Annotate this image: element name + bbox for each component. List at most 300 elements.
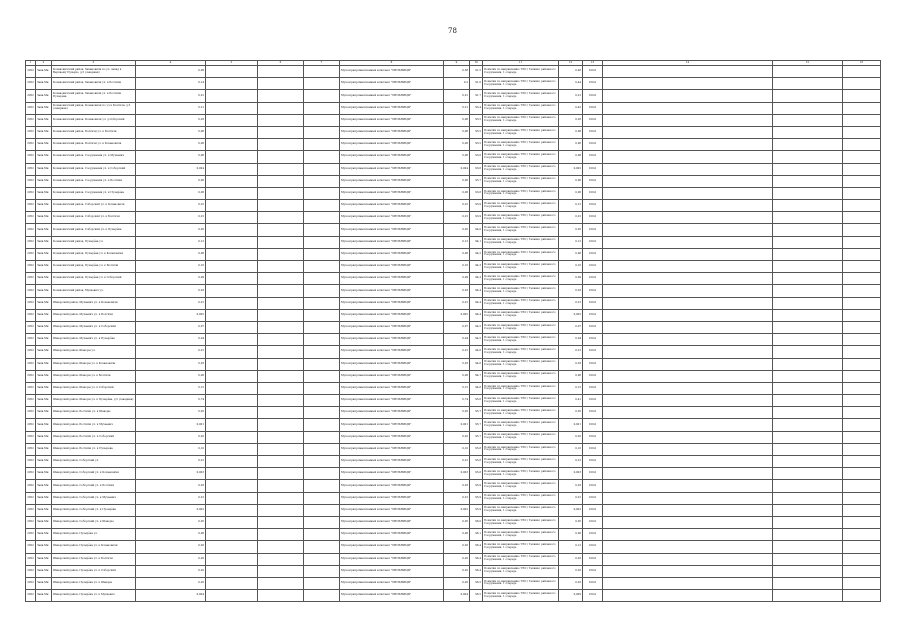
percent-cell: 100,0 xyxy=(583,236,603,248)
value-cell: 0,01 xyxy=(559,492,583,504)
empty-cell xyxy=(258,163,304,175)
type-cell: Заяв.Мн xyxy=(36,529,52,541)
empty-cell xyxy=(603,126,773,138)
empty-cell xyxy=(843,492,881,504)
value-cell: 96,0 xyxy=(470,516,483,528)
empty-cell xyxy=(304,346,340,358)
percent-cell: 100,0 xyxy=(583,285,603,297)
empty-cell xyxy=(773,273,843,285)
value-cell: 95,7 xyxy=(470,431,483,443)
type-cell: Заяв.Мн xyxy=(36,407,52,419)
year-cell: 2052 xyxy=(26,78,36,90)
empty-cell xyxy=(304,309,340,321)
value-cell: 0,03 xyxy=(559,358,583,370)
empty-cell xyxy=(304,395,340,407)
address-cell: Кохановичский район, Хахановичи по ул. запад к Верхнему Пузырю, д.5 (северная) xyxy=(52,66,136,78)
empty-cell xyxy=(258,443,304,455)
value-cell: 0,74 xyxy=(444,395,470,407)
empty-cell xyxy=(843,114,881,126)
address-cell: Кохановичский район, Болтичи ул. к Кохановичи xyxy=(52,139,136,151)
value-cell: 0,03 xyxy=(136,285,206,297)
type-cell: Заяв.Мн xyxy=(36,261,52,273)
value-cell: 93,5 xyxy=(470,114,483,126)
value-cell: 93,8 xyxy=(470,187,483,199)
empty-cell xyxy=(206,261,258,273)
empty-cell xyxy=(304,529,340,541)
value-cell: 93,6 xyxy=(470,163,483,175)
empty-cell xyxy=(206,419,258,431)
organization-cell: Мухоаграпромышленный комплекс "МЕЛЬНИЦЫ" xyxy=(340,541,444,553)
type-cell: Заяв.Мн xyxy=(36,395,52,407)
table-row xyxy=(26,541,881,553)
organization-cell: Мухоаграпромышленный комплекс "МЕЛЬНИЦЫ" xyxy=(340,273,444,285)
address-cell: Кохановичский район, Пузырёва ул. к Соборский xyxy=(52,273,136,285)
value-cell: 0,15 xyxy=(559,382,583,394)
empty-cell xyxy=(603,553,773,565)
value-cell: 0,001 xyxy=(136,419,206,431)
empty-cell xyxy=(773,224,843,236)
empty-cell xyxy=(258,224,304,236)
address-cell: Кохановичский район, Кохановичи ул. д.Соборский xyxy=(52,114,136,126)
percent-cell: 100,0 xyxy=(583,431,603,443)
empty-cell xyxy=(843,200,881,212)
column-number: 9 xyxy=(444,61,470,66)
empty-cell xyxy=(304,139,340,151)
value-cell: 95,8 xyxy=(470,468,483,480)
year-cell: 2052 xyxy=(26,102,36,114)
organization-cell: Мухоаграпромышленный комплекс "МЕЛЬНИЦЫ" xyxy=(340,224,444,236)
type-cell: Заяв.Мн xyxy=(36,565,52,577)
table-row xyxy=(26,395,881,407)
empty-cell xyxy=(258,273,304,285)
value-cell: 94,4 xyxy=(470,285,483,297)
empty-cell xyxy=(206,346,258,358)
address-cell: Шаворский район, Болтичи ул. к Шаворы xyxy=(52,407,136,419)
table-row xyxy=(26,529,881,541)
note-cell: Пометки по направлению ТЭО / Технико районного Сооружения, 1 очередь xyxy=(483,187,559,199)
empty-cell xyxy=(603,309,773,321)
organization-cell: Мухоаграпромышленный комплекс "МЕЛЬНИЦЫ" xyxy=(340,285,444,297)
organization-cell: Мухоаграпромышленный комплекс "МЕЛЬНИЦЫ" xyxy=(340,90,444,102)
value-cell: 0,02 xyxy=(444,553,470,565)
year-cell: 2052 xyxy=(26,187,36,199)
year-cell: 2052 xyxy=(26,334,36,346)
empty-cell xyxy=(603,224,773,236)
percent-cell: 100,0 xyxy=(583,553,603,565)
empty-cell xyxy=(843,163,881,175)
value-cell: 0,15 xyxy=(444,382,470,394)
value-cell: 91,7 xyxy=(470,90,483,102)
address-cell: Шаворский район, Соборский ул. к Болтичи xyxy=(52,480,136,492)
empty-cell xyxy=(304,492,340,504)
empty-cell xyxy=(258,395,304,407)
value-cell: 94,5 xyxy=(470,321,483,333)
type-cell: Заяв.Мн xyxy=(36,151,52,163)
empty-cell xyxy=(304,200,340,212)
value-cell: 0,01 xyxy=(559,456,583,468)
empty-cell xyxy=(206,285,258,297)
table-row xyxy=(26,248,881,260)
value-cell: 0,08 xyxy=(444,151,470,163)
value-cell: 0,06 xyxy=(136,529,206,541)
note-cell: Пометки по направлению ТЭО / Технико районного Сооружения, 1 очередь xyxy=(483,407,559,419)
value-cell: 0,01 xyxy=(136,212,206,224)
empty-cell xyxy=(773,407,843,419)
column-number: 15 xyxy=(773,61,843,66)
empty-cell xyxy=(603,261,773,273)
value-cell: 96,1 xyxy=(470,529,483,541)
table-row xyxy=(26,431,881,443)
empty-cell xyxy=(773,529,843,541)
address-cell: Кохановичский район, Сооружения ул. к Мухаевич xyxy=(52,151,136,163)
value-cell: 96,4 xyxy=(470,565,483,577)
table-row xyxy=(26,78,881,90)
empty-cell xyxy=(206,114,258,126)
value-cell: 0,03 xyxy=(136,358,206,370)
value-cell: 0,005 xyxy=(136,309,206,321)
organization-cell: Мухоаграпромышленный комплекс "МЕЛЬНИЦЫ" xyxy=(340,407,444,419)
value-cell: 0,06 xyxy=(444,370,470,382)
note-cell: Пометки по направлению ТЭО / Технико районного Сооружения, 1 очередь xyxy=(483,224,559,236)
empty-cell xyxy=(843,577,881,589)
type-cell: Заяв.Мн xyxy=(36,443,52,455)
value-cell: 0,002 xyxy=(559,163,583,175)
empty-cell xyxy=(206,66,258,78)
empty-cell xyxy=(603,541,773,553)
empty-cell xyxy=(843,224,881,236)
empty-cell xyxy=(206,212,258,224)
type-cell: Заяв.Мн xyxy=(36,370,52,382)
note-cell: Пометки по направлению ТЭО / Технико районного Сооружения, 1 очередь xyxy=(483,66,559,78)
empty-cell xyxy=(206,358,258,370)
empty-cell xyxy=(603,431,773,443)
column-number: 10 xyxy=(470,61,483,66)
address-cell: Шаворский район, Пузырёва ул. к Кохановичи xyxy=(52,541,136,553)
column-number: 2 xyxy=(36,61,52,66)
value-cell: 95,7 xyxy=(470,419,483,431)
empty-cell xyxy=(206,224,258,236)
value-cell: 95,9 xyxy=(470,504,483,516)
note-cell: Пометки по направлению ТЭО / Технико районного Сооружения, 1 очередь xyxy=(483,297,559,309)
table-row xyxy=(26,346,881,358)
empty-cell xyxy=(843,516,881,528)
value-cell: 94,3 xyxy=(470,273,483,285)
year-cell: 2052 xyxy=(26,541,36,553)
value-cell: 94,3 xyxy=(470,261,483,273)
empty-cell xyxy=(773,382,843,394)
value-cell: 0,003 xyxy=(559,468,583,480)
empty-cell xyxy=(206,504,258,516)
empty-cell xyxy=(773,370,843,382)
empty-cell xyxy=(843,151,881,163)
value-cell: 93,9 xyxy=(470,212,483,224)
column-number: 4 xyxy=(136,61,206,66)
value-cell: 0,01 xyxy=(444,346,470,358)
value-cell: 0,08 xyxy=(136,248,206,260)
address-cell: Шаворский район, Мухаевич ул. к Болтичи xyxy=(52,309,136,321)
empty-cell xyxy=(773,504,843,516)
value-cell: 0,02 xyxy=(136,553,206,565)
empty-cell xyxy=(304,334,340,346)
empty-cell xyxy=(603,334,773,346)
table-row xyxy=(26,577,881,589)
percent-cell: 100,0 xyxy=(583,541,603,553)
year-cell: 2052 xyxy=(26,419,36,431)
percent-cell: 100,0 xyxy=(583,102,603,114)
value-cell: 0,004 xyxy=(136,590,206,602)
empty-cell xyxy=(773,309,843,321)
organization-cell: Мухоаграпромышленный комплекс "МЕЛЬНИЦЫ" xyxy=(340,261,444,273)
table-row xyxy=(26,590,881,602)
table-row xyxy=(26,358,881,370)
empty-cell xyxy=(773,321,843,333)
value-cell: 95,7 xyxy=(470,407,483,419)
value-cell: 0,05 xyxy=(559,407,583,419)
empty-cell xyxy=(603,102,773,114)
address-cell: Шаворский район, Соборский ул. к Мухаевич xyxy=(52,492,136,504)
empty-cell xyxy=(258,151,304,163)
column-number: 12 xyxy=(559,61,583,66)
empty-cell xyxy=(603,468,773,480)
empty-cell xyxy=(773,151,843,163)
table-row xyxy=(26,163,881,175)
type-cell: Заяв.Мн xyxy=(36,78,52,90)
empty-cell xyxy=(773,297,843,309)
value-cell: 0,06 xyxy=(444,187,470,199)
type-cell: Заяв.Мн xyxy=(36,273,52,285)
value-cell: 0,05 xyxy=(444,407,470,419)
table-row xyxy=(26,516,881,528)
note-cell: Пометки по направлению ТЭО / Технико районного Сооружения, 1 очередь xyxy=(483,504,559,516)
empty-cell xyxy=(258,334,304,346)
note-cell: Пометки по направлению ТЭО / Технико районного Сооружения, 1 очередь xyxy=(483,541,559,553)
type-cell: Заяв.Мн xyxy=(36,200,52,212)
value-cell: 0,04 xyxy=(559,334,583,346)
value-cell: 0,16 xyxy=(136,261,206,273)
empty-cell xyxy=(843,358,881,370)
empty-cell xyxy=(773,102,843,114)
value-cell: 0,42 xyxy=(559,102,583,114)
value-cell: 0,005 xyxy=(444,309,470,321)
value-cell: 0,05 xyxy=(444,516,470,528)
value-cell: 95,6 xyxy=(470,395,483,407)
table-row xyxy=(26,285,881,297)
percent-cell: 100,0 xyxy=(583,90,603,102)
table-row xyxy=(26,212,881,224)
empty-cell xyxy=(258,236,304,248)
empty-cell xyxy=(843,370,881,382)
value-cell: 0,06 xyxy=(136,187,206,199)
value-cell: 94,2 xyxy=(470,248,483,260)
value-cell: 0,16 xyxy=(559,261,583,273)
empty-cell xyxy=(843,139,881,151)
empty-cell xyxy=(258,248,304,260)
note-cell: Пометки по направлению ТЭО / Технико районного Сооружения, 1 очередь xyxy=(483,212,559,224)
value-cell: 0,41 xyxy=(559,395,583,407)
note-cell: Пометки по направлению ТЭО / Технико районного Сооружения, 1 очередь xyxy=(483,273,559,285)
address-cell: Шаворский район, Пузырёва ул. к Мухаевич xyxy=(52,590,136,602)
empty-cell xyxy=(603,516,773,528)
empty-cell xyxy=(258,382,304,394)
note-cell: Пометки по направлению ТЭО / Технико районного Сооружения, 1 очередь xyxy=(483,90,559,102)
value-cell: 0,21 xyxy=(444,102,470,114)
empty-cell xyxy=(206,553,258,565)
value-cell: 0,01 xyxy=(136,346,206,358)
empty-cell xyxy=(258,309,304,321)
empty-cell xyxy=(603,187,773,199)
empty-cell xyxy=(304,504,340,516)
value-cell: 0,38 xyxy=(444,66,470,78)
empty-cell xyxy=(843,273,881,285)
empty-cell xyxy=(843,66,881,78)
value-cell: 0,08 xyxy=(136,126,206,138)
empty-cell xyxy=(603,358,773,370)
percent-cell: 100,0 xyxy=(583,334,603,346)
value-cell: 94,7 xyxy=(470,370,483,382)
empty-cell xyxy=(603,297,773,309)
empty-cell xyxy=(773,468,843,480)
empty-cell xyxy=(773,358,843,370)
empty-cell xyxy=(304,516,340,528)
empty-cell xyxy=(206,431,258,443)
value-cell: 0,02 xyxy=(559,577,583,589)
empty-cell xyxy=(206,248,258,260)
value-cell: 0,01 xyxy=(136,492,206,504)
organization-cell: Мухоаграпромышленный комплекс "МЕЛЬНИЦЫ" xyxy=(340,175,444,187)
note-cell: Пометки по направлению ТЭО / Технико районного Сооружения, 1 очередь xyxy=(483,456,559,468)
value-cell: 0,002 xyxy=(444,504,470,516)
year-cell: 2052 xyxy=(26,175,36,187)
value-cell: 0,05 xyxy=(559,224,583,236)
value-cell: 0,12 xyxy=(136,236,206,248)
empty-cell xyxy=(206,590,258,602)
column-number: 16 xyxy=(843,61,881,66)
empty-cell xyxy=(843,285,881,297)
value-cell: 0,08 xyxy=(444,248,470,260)
value-cell: 0,003 xyxy=(444,468,470,480)
value-cell: 93,7 xyxy=(470,175,483,187)
table-row xyxy=(26,370,881,382)
empty-cell xyxy=(603,212,773,224)
empty-cell xyxy=(206,468,258,480)
empty-cell xyxy=(258,114,304,126)
empty-cell xyxy=(603,321,773,333)
note-cell: Пометки по направлению ТЭО / Технико районного Сооружения, 1 очередь xyxy=(483,248,559,260)
value-cell: 96,4 xyxy=(470,541,483,553)
address-cell: Кохановичский район, Соборский ул. к Кохановичи xyxy=(52,200,136,212)
empty-cell xyxy=(603,577,773,589)
note-cell: Пометки по направлению ТЭО / Технико районного Сооружения, 1 очередь xyxy=(483,529,559,541)
organization-cell: Мухоаграпромышленный комплекс "МЕЛЬНИЦЫ" xyxy=(340,102,444,114)
value-cell: 0,01 xyxy=(444,456,470,468)
value-cell: 0,44 xyxy=(559,78,583,90)
empty-cell xyxy=(206,407,258,419)
type-cell: Заяв.Мн xyxy=(36,553,52,565)
type-cell: Заяв.Мн xyxy=(36,90,52,102)
organization-cell: Мухоаграпромышленный комплекс "МЕЛЬНИЦЫ" xyxy=(340,78,444,90)
organization-cell: Мухоаграпромышленный комплекс "МЕЛЬНИЦЫ" xyxy=(340,139,444,151)
value-cell: 0,02 xyxy=(559,431,583,443)
note-cell: Пометки по направлению ТЭО / Технико районного Сооружения, 1 очередь xyxy=(483,102,559,114)
table-row xyxy=(26,114,881,126)
type-cell: Заяв.Мн xyxy=(36,504,52,516)
empty-cell xyxy=(258,553,304,565)
percent-cell: 100,0 xyxy=(583,590,603,602)
type-cell: Заяв.Мн xyxy=(36,212,52,224)
empty-cell xyxy=(304,358,340,370)
percent-cell: 100,0 xyxy=(583,175,603,187)
percent-cell: 100,0 xyxy=(583,565,603,577)
page-number: 78 xyxy=(448,27,457,35)
note-cell: Пометки по направлению ТЭО / Технико районного Сооружения, 1 очередь xyxy=(483,358,559,370)
empty-cell xyxy=(258,102,304,114)
empty-cell xyxy=(258,321,304,333)
value-cell: 0,21 xyxy=(136,102,206,114)
organization-cell: Мухоаграпромышленный комплекс "МЕЛЬНИЦЫ" xyxy=(340,492,444,504)
empty-cell xyxy=(843,456,881,468)
year-cell: 2052 xyxy=(26,504,36,516)
empty-cell xyxy=(304,175,340,187)
value-cell: 0,06 xyxy=(559,529,583,541)
percent-cell: 100,0 xyxy=(583,395,603,407)
note-cell: Пометки по направлению ТЭО / Технико районного Сооружения, 1 очередь xyxy=(483,431,559,443)
year-cell: 2052 xyxy=(26,66,36,78)
value-cell: 0,01 xyxy=(444,212,470,224)
value-cell: 0,01 xyxy=(559,90,583,102)
year-cell: 2052 xyxy=(26,224,36,236)
value-cell: 0,03 xyxy=(559,480,583,492)
organization-cell: Мухоаграпромышленный комплекс "МЕЛЬНИЦЫ" xyxy=(340,590,444,602)
year-cell: 2052 xyxy=(26,297,36,309)
empty-cell xyxy=(773,90,843,102)
note-cell: Пометки по направлению ТЭО / Технико районного Сооружения, 1 очередь xyxy=(483,175,559,187)
value-cell: 0,01 xyxy=(444,492,470,504)
empty-cell xyxy=(258,407,304,419)
empty-cell xyxy=(304,212,340,224)
empty-cell xyxy=(773,285,843,297)
empty-cell xyxy=(843,395,881,407)
address-cell: Шаворский район, Мухаевич ул. к Кохановичи xyxy=(52,297,136,309)
percent-cell: 100,0 xyxy=(583,297,603,309)
type-cell: Заяв.Мн xyxy=(36,66,52,78)
percent-cell: 100,0 xyxy=(583,273,603,285)
percent-cell: 100,0 xyxy=(583,480,603,492)
value-cell: 0,06 xyxy=(559,370,583,382)
empty-cell xyxy=(258,370,304,382)
type-cell: Заяв.Мн xyxy=(36,358,52,370)
empty-cell xyxy=(603,248,773,260)
note-cell: Пометки по направлению ТЭО / Технико районного Сооружения, 1 очередь xyxy=(483,200,559,212)
empty-cell xyxy=(206,456,258,468)
empty-cell xyxy=(843,468,881,480)
value-cell: 0,02 xyxy=(136,431,206,443)
empty-cell xyxy=(773,395,843,407)
empty-cell xyxy=(206,370,258,382)
empty-cell xyxy=(258,529,304,541)
empty-cell xyxy=(843,590,881,602)
note-cell: Пометки по направлению ТЭО / Технико районного Сооружения, 1 очередь xyxy=(483,346,559,358)
year-cell: 2052 xyxy=(26,516,36,528)
value-cell: 95,8 xyxy=(470,456,483,468)
empty-cell xyxy=(258,346,304,358)
value-cell: 95,9 xyxy=(470,480,483,492)
organization-cell: Мухоаграпромышленный комплекс "МЕЛЬНИЦЫ" xyxy=(340,66,444,78)
empty-cell xyxy=(304,553,340,565)
empty-cell xyxy=(206,577,258,589)
percent-cell: 100,0 xyxy=(583,200,603,212)
note-cell: Пометки по направлению ТЭО / Технико районного Сооружения, 1 очередь xyxy=(483,126,559,138)
address-cell: Шаворский район, Шаворы ул. к Соборский xyxy=(52,382,136,394)
